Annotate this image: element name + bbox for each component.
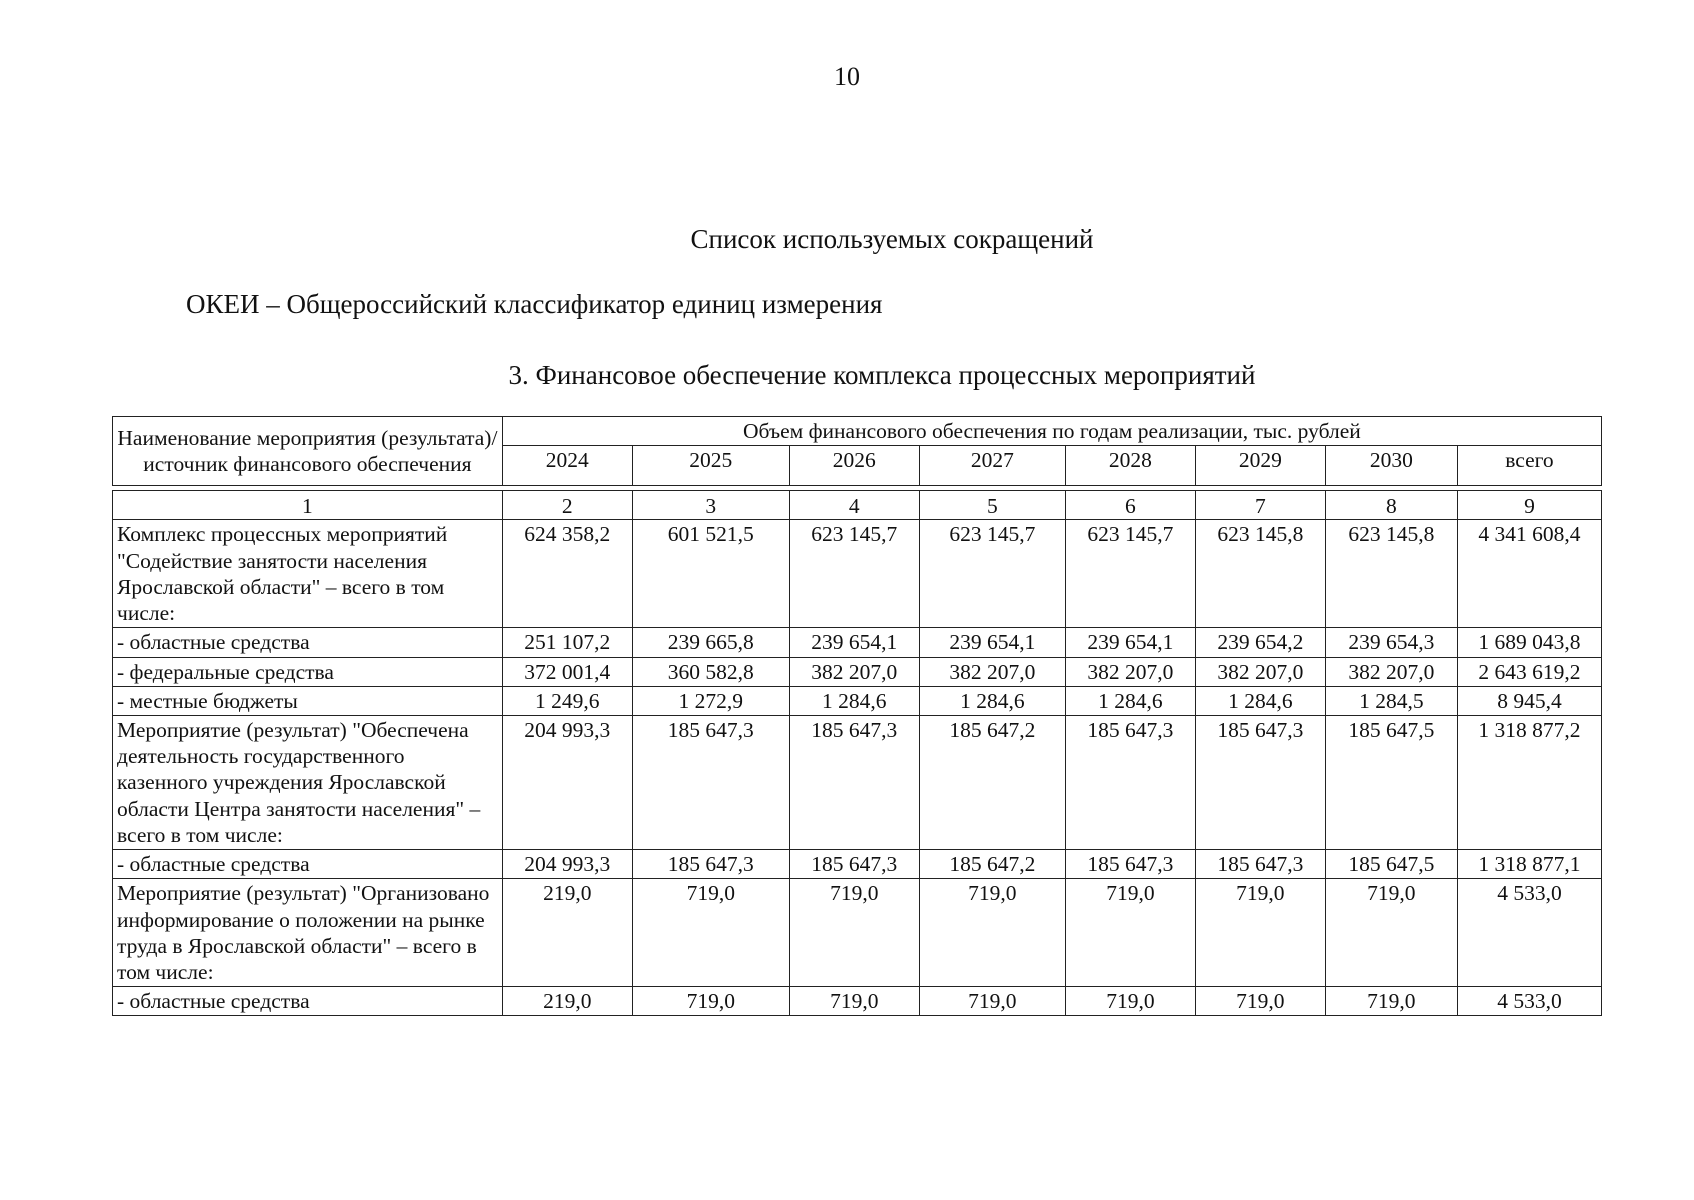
value-cell: 4 341 608,4 — [1457, 520, 1601, 628]
table-row — [113, 657, 1602, 686]
column-number: 6 — [1065, 491, 1195, 520]
value-cell: 185 647,5 — [1325, 715, 1457, 849]
section-title: 3. Финансовое обеспечение комплекса процессных мероприятий — [508, 360, 1256, 390]
value-cell: 623 145,8 — [1325, 520, 1457, 628]
value-cell: 185 647,3 — [789, 715, 919, 849]
value-cell: 382 207,0 — [1195, 657, 1325, 686]
value-cell: 372 001,4 — [502, 657, 632, 686]
year-header: 2025 — [632, 446, 789, 486]
value-cell: 624 358,2 — [502, 520, 632, 628]
row-label: Комплекс процессных мероприятий "Содействие занятости населения Ярославской области" – всего в том числе: — [113, 520, 503, 628]
value-cell: 185 647,2 — [919, 715, 1065, 849]
value-cell: 239 654,1 — [1065, 628, 1195, 657]
value-cell: 719,0 — [632, 987, 789, 1016]
year-header: 2026 — [789, 446, 919, 486]
value-cell: 623 145,7 — [789, 520, 919, 628]
year-header: 2028 — [1065, 446, 1195, 486]
value-cell: 1 689 043,8 — [1457, 628, 1601, 657]
column-number: 2 — [502, 491, 632, 520]
value-cell: 719,0 — [632, 879, 789, 987]
value-cell: 601 521,5 — [632, 520, 789, 628]
value-cell: 204 993,3 — [502, 715, 632, 849]
column-number: 4 — [789, 491, 919, 520]
table-row — [113, 520, 1602, 628]
value-cell: 1 272,9 — [632, 686, 789, 715]
table-row — [113, 987, 1602, 1016]
value-cell: 382 207,0 — [1065, 657, 1195, 686]
value-cell: 719,0 — [1195, 879, 1325, 987]
value-cell: 4 533,0 — [1457, 987, 1601, 1016]
value-cell: 719,0 — [1325, 987, 1457, 1016]
value-cell: 239 654,2 — [1195, 628, 1325, 657]
row-label: Мероприятие (результат) "Организовано информирование о положении на рынке труда в Ярославской области" – всего в том числе: — [113, 879, 503, 987]
value-cell: 382 207,0 — [789, 657, 919, 686]
row-label: Мероприятие (результат) "Обеспечена деятельность государственного казенного учреждения Ярославской области Центра занятости населения" – всего в том числе: — [113, 715, 503, 849]
value-cell: 719,0 — [1065, 879, 1195, 987]
row-label: - областные средства — [113, 987, 503, 1016]
value-cell: 719,0 — [919, 987, 1065, 1016]
value-cell: 8 945,4 — [1457, 686, 1601, 715]
value-cell: 623 145,7 — [919, 520, 1065, 628]
value-cell: 185 647,3 — [1195, 850, 1325, 879]
column-number: 9 — [1457, 491, 1601, 520]
value-cell: 1 284,6 — [1195, 686, 1325, 715]
abbreviations-title: Список используемых сокращений — [690, 224, 1094, 254]
value-cell: 185 647,3 — [632, 850, 789, 879]
total-header: всего — [1457, 446, 1601, 486]
financing-table — [112, 416, 1602, 1016]
column-number: 7 — [1195, 491, 1325, 520]
value-cell: 1 284,6 — [1065, 686, 1195, 715]
value-cell: 623 145,8 — [1195, 520, 1325, 628]
table-row — [113, 850, 1602, 879]
value-cell: 719,0 — [1325, 879, 1457, 987]
year-header: 2024 — [502, 446, 632, 486]
column-number-row — [113, 491, 1602, 520]
value-cell: 719,0 — [1195, 987, 1325, 1016]
value-cell: 1 249,6 — [502, 686, 632, 715]
name-column-header: Наименование мероприятия (результата)/ источник финансового обеспечения — [113, 417, 503, 486]
value-cell: 239 654,1 — [789, 628, 919, 657]
value-cell: 2 643 619,2 — [1457, 657, 1601, 686]
value-cell: 239 654,1 — [919, 628, 1065, 657]
abbreviation-item: ОКЕИ – Общероссийский классификатор единиц измерения — [186, 289, 883, 319]
value-cell: 185 647,2 — [919, 850, 1065, 879]
value-cell: 239 665,8 — [632, 628, 789, 657]
value-cell: 185 647,5 — [1325, 850, 1457, 879]
value-cell: 360 582,8 — [632, 657, 789, 686]
row-label: - областные средства — [113, 628, 503, 657]
column-number: 8 — [1325, 491, 1457, 520]
value-cell: 1 284,6 — [789, 686, 919, 715]
row-label: - местные бюджеты — [113, 686, 503, 715]
year-header: 2027 — [919, 446, 1065, 486]
value-cell: 219,0 — [502, 879, 632, 987]
value-cell: 382 207,0 — [1325, 657, 1457, 686]
volume-header: Объем финансового обеспечения по годам реализации, тыс. рублей — [502, 417, 1601, 446]
table-row — [113, 686, 1602, 715]
value-cell: 185 647,3 — [1195, 715, 1325, 849]
row-label: - областные средства — [113, 850, 503, 879]
value-cell: 719,0 — [789, 879, 919, 987]
value-cell: 1 284,6 — [919, 686, 1065, 715]
column-number: 5 — [919, 491, 1065, 520]
value-cell: 219,0 — [502, 987, 632, 1016]
value-cell: 4 533,0 — [1457, 879, 1601, 987]
value-cell: 251 107,2 — [502, 628, 632, 657]
row-label: - федеральные средства — [113, 657, 503, 686]
value-cell: 1 318 877,1 — [1457, 850, 1601, 879]
column-number: 3 — [632, 491, 789, 520]
table-row — [113, 628, 1602, 657]
value-cell: 1 318 877,2 — [1457, 715, 1601, 849]
column-number: 1 — [113, 491, 503, 520]
year-header: 2030 — [1325, 446, 1457, 486]
value-cell: 382 207,0 — [919, 657, 1065, 686]
value-cell: 719,0 — [919, 879, 1065, 987]
value-cell: 1 284,5 — [1325, 686, 1457, 715]
value-cell: 185 647,3 — [1065, 850, 1195, 879]
table-row — [113, 715, 1602, 849]
page-number: 10 — [834, 62, 860, 91]
value-cell: 239 654,3 — [1325, 628, 1457, 657]
value-cell: 623 145,7 — [1065, 520, 1195, 628]
value-cell: 185 647,3 — [632, 715, 789, 849]
value-cell: 204 993,3 — [502, 850, 632, 879]
value-cell: 185 647,3 — [1065, 715, 1195, 849]
value-cell: 719,0 — [1065, 987, 1195, 1016]
value-cell: 185 647,3 — [789, 850, 919, 879]
table-row — [113, 879, 1602, 987]
year-header: 2029 — [1195, 446, 1325, 486]
value-cell: 719,0 — [789, 987, 919, 1016]
